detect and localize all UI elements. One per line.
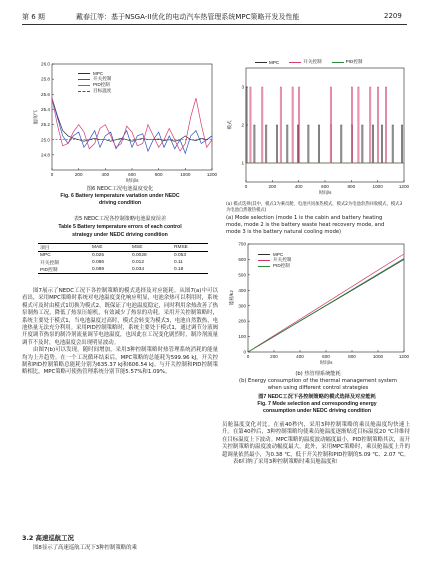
table-cell: 0.025 xyxy=(92,252,105,258)
fig7b-y-tick-label: 700 xyxy=(238,241,246,247)
fig7b-caption-cn: (b) 热管理系统能耗 xyxy=(295,371,341,377)
fig6-x-tick-label: 0 xyxy=(50,172,54,177)
fig6-series-line-0 xyxy=(52,98,212,141)
fig7b-y-tick-label: 300 xyxy=(238,303,246,309)
fig7a-x-tick-label: 800 xyxy=(347,184,356,189)
fig7a-caption-cn: (a) 模式选择(其中，模式1为乘员舱、电池共同加热模式，模式2为电池余热回收模式，模式3为电池自然散热模式) xyxy=(226,202,403,213)
table-cell: 开关控制 xyxy=(40,260,60,266)
fig7b-legend-mpc: MPC xyxy=(258,251,291,257)
fig7b-y-tick-label: 600 xyxy=(238,257,246,263)
fig7a-caption-en-3: mode 3 is the battery natural cooling mode) xyxy=(226,229,342,235)
fig7a-caption-en-2: mode, mode 2 is the battery waste heat recovery mode, and xyxy=(226,222,385,228)
fig6-caption-cn: 图6 NEDC工况电池温度变化 xyxy=(86,186,154,192)
table-cell: 0.012 xyxy=(132,259,145,265)
fig7b-x-tick-label: 600 xyxy=(322,354,330,359)
table-cell: 0.053 xyxy=(174,252,187,258)
fig7a-x-tick-label: 400 xyxy=(294,184,303,189)
fig7a-y-tick-label: 3 xyxy=(241,84,244,90)
table5-col-item: 项目 xyxy=(40,246,50,251)
fig6-chart xyxy=(22,58,218,186)
fig6-y-tick-label: 25.4 xyxy=(41,107,50,113)
fig6-y-axis-label: 温度/℃ xyxy=(33,109,38,125)
fig6-legend-onoff: 开关控制 xyxy=(78,76,111,82)
fig7a-plot-frame xyxy=(246,68,404,182)
table-cell: 0.086 xyxy=(92,259,105,265)
fig7b-legend xyxy=(258,251,291,269)
fig7a-legend-pid: PID控制 xyxy=(332,59,363,65)
fig7a-y-tick-label: 2 xyxy=(241,122,244,128)
fig7b-y-tick-label: 400 xyxy=(238,287,246,293)
fig7b-y-axis-label: 能耗/kJ xyxy=(229,290,234,306)
fig7b-x-axis-label: 时间/s xyxy=(319,360,333,365)
table-cell: PID控制 xyxy=(40,267,58,273)
fig7a-x-tick-label: 1200 xyxy=(398,184,410,189)
fig6-x-tick-label: 1200 xyxy=(206,172,218,177)
right-paragraph-1: 员舱温度变化对比。在前40秒内，采用3种控制策略的乘员舱温度均快速上升。在第40秒后，3种控制策略均使乘员舱温度逐渐贴近目标温度20 ℃并维持在目标温度上下波动。MPC策略的温度波动幅度最小，PID控制策略其次，而开关控制策略的温度波动幅度最大。此外，采用MPC策略时，乘员舱温度上升的超调量依然最小，为0.38 ℃，低于开关控制和PID控制的5.09 ℃、2.07 ℃。 xyxy=(222,422,410,458)
fig7b-x-tick-label: 400 xyxy=(296,354,304,359)
fig7a-legend-mpc: MPC xyxy=(255,59,279,65)
fig7b-chart xyxy=(218,238,410,370)
page-number: 2209 xyxy=(384,12,402,20)
fig7-caption-en-2: consumption under NEDC driving condition xyxy=(262,408,372,414)
fig7b-x-tick-label: 0 xyxy=(246,354,250,359)
table5-col-rmse: RMSE xyxy=(174,245,188,250)
fig6-series-line-2 xyxy=(52,98,212,151)
table-cell: 0.18 xyxy=(174,266,184,272)
fig6-y-tick-label: 25.0 xyxy=(41,137,50,143)
table5-title-en-1: Table 5 Battery temperature errors of each control xyxy=(58,224,182,230)
left-paragraph-3: 图8显示了高速巡航工况下3种控制策略的乘 xyxy=(33,545,137,551)
fig7b-caption-en-1: (b) Energy consumption of the thermal management system xyxy=(239,378,397,384)
left-column-text xyxy=(22,288,218,377)
fig6-y-tick-label: 24.8 xyxy=(41,152,50,158)
table-cell: 0.034 xyxy=(132,266,145,272)
fig7b-x-tick-label: 800 xyxy=(348,354,356,359)
fig6-series-line-1 xyxy=(52,98,212,153)
fig7a-legend xyxy=(255,59,362,65)
fig6-x-tick-label: 600 xyxy=(128,172,136,177)
fig7b-legend-pid: PID控制 xyxy=(258,263,291,269)
fig7b-y-tick-label: 500 xyxy=(238,272,246,278)
fig7a-y-tick-label: 1 xyxy=(241,160,244,166)
fig6-caption-en-2: driving condition xyxy=(98,200,142,206)
fig6-x-tick-label: 400 xyxy=(101,172,110,177)
fig6-x-axis-label: 时间/s xyxy=(125,178,139,183)
header-rule xyxy=(22,24,407,25)
fig6-y-tick-label: 25.2 xyxy=(41,122,50,128)
table-cell: 0.0028 xyxy=(132,252,147,258)
fig7a-legend-onoff: 开关控制 xyxy=(289,59,321,65)
fig7b-legend-onoff: 开关控制 xyxy=(258,257,291,263)
fig7b-x-tick-label: 200 xyxy=(270,354,278,359)
fig6-legend-target: 目标温度 xyxy=(78,88,111,94)
table-cell: 0.089 xyxy=(92,266,105,272)
fig6-legend-pid: PID控制 xyxy=(78,82,111,88)
fig7b-x-tick-label: 1000 xyxy=(372,354,384,359)
right-paragraph-2: 表6归纳了采用3种控制策略时乘员舱温度和 xyxy=(233,459,337,466)
fig6-plot-frame xyxy=(52,64,212,170)
fig7a-y-axis-label: 模式 xyxy=(227,120,232,130)
fig6-x-tick-label: 800 xyxy=(154,172,163,177)
running-header-title: 戴春江等：基于NSGA-II优化的电动汽车热管理系统MPC策略开发及性能 xyxy=(76,13,300,21)
fig7a-x-tick-label: 600 xyxy=(321,184,329,189)
table-row xyxy=(38,252,208,259)
fig7-caption-en-1: Fig. 7 Mode selection and corresponding energy xyxy=(257,401,377,407)
table5-header-row xyxy=(38,244,208,252)
fig6-caption-en-1: Fig. 6 Battery temperature variation under NEDC xyxy=(60,193,180,199)
fig6-y-tick-label: 25.6 xyxy=(41,91,50,97)
table-cell: MPC xyxy=(40,252,51,258)
fig7a-x-tick-label: 1000 xyxy=(372,184,383,189)
fig6-y-tick-label: 26.0 xyxy=(41,61,50,67)
fig7b-y-tick-label: 200 xyxy=(238,318,246,324)
fig7a-x-tick-label: 0 xyxy=(244,184,248,189)
table5-title-cn: 表5 NEDC工况各控制策略电池温度误差 xyxy=(73,216,167,222)
table-row xyxy=(38,259,208,266)
fig7b-series-line-2 xyxy=(248,258,404,352)
fig6-legend-mpc: MPC xyxy=(78,70,111,76)
fig6-x-tick-label: 1000 xyxy=(180,172,191,177)
fig7b-caption-en-2: when using different control strategies xyxy=(267,385,369,391)
fig7b-y-tick-label: 0 xyxy=(243,349,246,355)
fig7a-x-axis-label: 时间/s xyxy=(318,190,332,195)
section-heading-3-2: 3.2 高速巡航工况 xyxy=(22,534,74,542)
running-header-issue: 第 6 期 xyxy=(22,13,45,21)
right-column-text xyxy=(222,422,410,466)
fig7b-y-tick-label: 100 xyxy=(238,334,246,340)
fig7a-caption-en-1: (a) Mode selection (mode 1 is the cabin and battery heating xyxy=(226,215,383,221)
fig7a-x-tick-label: 200 xyxy=(268,184,277,189)
table5-title-en-2: strategy under NEDC driving condition xyxy=(72,232,168,238)
fig7-caption-cn: 图7 NEDC工况下各控制策略的模式选择及对应能耗 xyxy=(258,394,376,400)
fig7a-series-line-1 xyxy=(246,87,404,163)
fig6-legend xyxy=(78,70,111,94)
left-paragraph-1: 图7展示了NEDC工况下各控制策略的模式选择及对应能耗。从图7(a)中可以看出，采用MPC策略时系统对电池温度变化响应明显，电池余热可以利用时，系统模式可及时由模式1切换为模式2，既保证了电池温度稳定，同时利用余热改善了热泵制热工况，降低了热泵压缩机，有效减少了热泵的功耗。采用开关控制策略时，系统主要处于模式1，当电池温度过高时，模式会转变为模式3，电池自然散热，电池热量无法充分利用。采用PID控制策略时，系统主要处于模式1，通过调节分液阀开度调节热泵的制冷剂流量调节电池温度，也因此在工况变化剧烈时，制冷剂流量调节不及时，电池温度会出现明显波动。 xyxy=(22,288,218,346)
fig7b-x-tick-label: 1200 xyxy=(398,354,410,359)
table5-col-mse: MSE xyxy=(132,245,143,250)
fig7a-chart xyxy=(218,56,410,202)
left-paragraph-2: 由图7(b)可以发现，随时间增加，采用3种控制策略时热管理系统消耗的能量均为上升趋势。在一个工况循环结束后，MPC策略的总能耗为599.96 kJ，开关控制和PID控制策略总能耗分别为635.37 kJ和606.54 kJ。与开关控制和PID控制策略相比，MPC策略可使热管理系统分别节能5.57%和1.09%。 xyxy=(22,347,218,376)
table-cell: 0.11 xyxy=(174,259,183,265)
table5-col-mae: MAE xyxy=(92,245,103,250)
fig6-x-tick-label: 200 xyxy=(74,172,83,177)
fig7a-series-line-0 xyxy=(246,87,404,163)
fig6-y-tick-label: 25.8 xyxy=(41,76,50,82)
table-row xyxy=(38,266,208,274)
table5 xyxy=(38,243,208,274)
